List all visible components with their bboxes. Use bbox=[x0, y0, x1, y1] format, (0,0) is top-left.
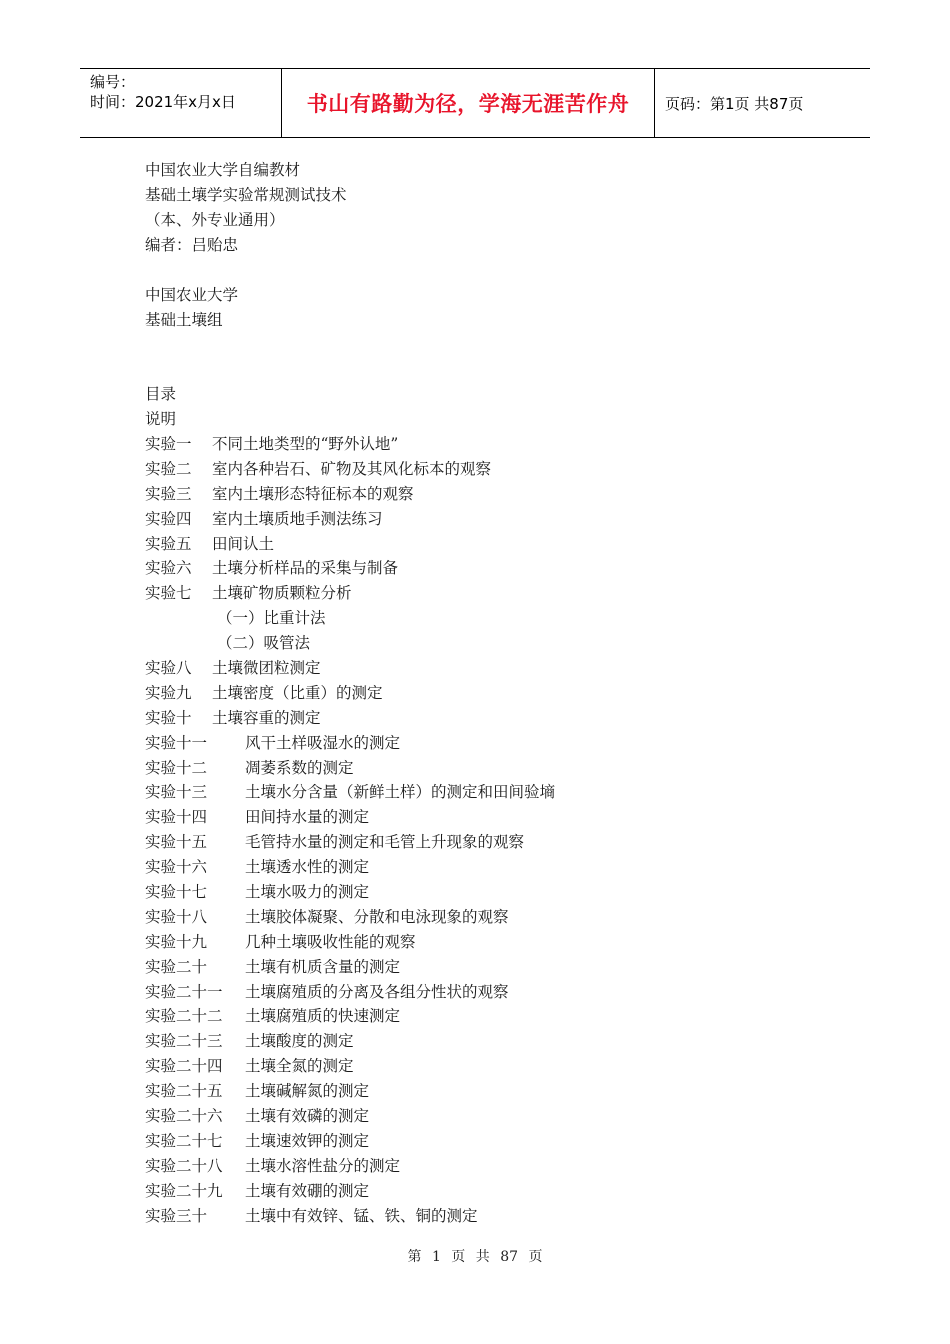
toc-item-title: 风干土样吸湿水的测定 bbox=[245, 733, 401, 752]
toc-item-title: 土壤全氮的测定 bbox=[245, 1057, 354, 1076]
toc-item bbox=[145, 980, 555, 1005]
toc-item bbox=[145, 1179, 555, 1204]
toc-item-title: 土壤碱解氮的测定 bbox=[245, 1082, 370, 1101]
book-editor: 编者：吕贻忠 bbox=[145, 236, 239, 254]
toc-item-title: 土壤腐殖质的分离及各组分性状的观察 bbox=[245, 982, 509, 1001]
toc-item-title: （二）吸管法 bbox=[217, 634, 311, 653]
toc-item-number: 实验一 bbox=[145, 435, 192, 453]
toc-item-title: 土壤水溶性盐分的测定 bbox=[245, 1156, 401, 1175]
header-meta-cell bbox=[80, 69, 282, 137]
toc-item bbox=[145, 482, 555, 507]
toc-item-title: 毛管持水量的测定和毛管上升现象的观察 bbox=[245, 833, 525, 852]
toc-item-number: 实验九 bbox=[145, 683, 192, 702]
toc-item bbox=[145, 432, 555, 457]
toc-item-number: 实验十八 bbox=[145, 907, 208, 926]
toc-item-title: 土壤微团粒测定 bbox=[212, 659, 321, 678]
toc-item-number: 实验十六 bbox=[145, 858, 208, 877]
toc-item bbox=[145, 706, 555, 731]
toc-item-number: 实验十七 bbox=[145, 883, 208, 902]
toc-item bbox=[145, 930, 555, 955]
toc-item-number: 实验二十五 bbox=[145, 1082, 223, 1101]
toc-item-title: 土壤胶体凝聚、分散和电泳现象的观察 bbox=[245, 907, 509, 926]
toc-item-title: 土壤酸度的测定 bbox=[245, 1032, 354, 1051]
toc-item-number: 实验五 bbox=[145, 534, 192, 553]
code-label: 编号： bbox=[90, 73, 136, 91]
toc-list bbox=[145, 432, 555, 1229]
toc-item-title: 土壤矿物质颗粒分析 bbox=[212, 584, 352, 603]
toc-item bbox=[145, 1154, 555, 1179]
toc-item bbox=[145, 780, 555, 805]
toc-item-number: 实验二十二 bbox=[145, 1007, 223, 1026]
toc-item bbox=[145, 1054, 555, 1079]
textbook-series: 中国农业大学自编教材 bbox=[145, 161, 301, 179]
toc-item-number: 实验十 bbox=[145, 708, 192, 727]
toc-item-title: 不同土地类型的“野外认地” bbox=[212, 435, 399, 453]
document-header bbox=[80, 68, 870, 138]
toc-item bbox=[145, 606, 555, 631]
toc-item-number: 实验二十 bbox=[145, 957, 208, 976]
toc-item bbox=[145, 731, 555, 756]
intro-block bbox=[145, 158, 347, 258]
toc-item-title: 土壤分析样品的采集与制备 bbox=[212, 559, 399, 578]
toc-item-number: 实验十九 bbox=[145, 932, 208, 951]
toc-item bbox=[145, 1004, 555, 1029]
toc-item-number: 实验七 bbox=[145, 584, 192, 603]
time-label: 时间：2021年x月x日 bbox=[90, 93, 236, 111]
toc-item bbox=[145, 880, 555, 905]
toc-item bbox=[145, 681, 555, 706]
toc-item-title: 土壤透水性的测定 bbox=[245, 858, 370, 877]
toc-item-title: 土壤速效钾的测定 bbox=[245, 1131, 370, 1150]
toc-item bbox=[145, 1029, 555, 1054]
toc-item-number: 实验十一 bbox=[145, 733, 208, 752]
toc-item-number: 实验二十四 bbox=[145, 1057, 223, 1076]
toc-item bbox=[145, 905, 555, 930]
toc-item-title: 土壤中有效锌、锰、铁、铜的测定 bbox=[245, 1206, 478, 1225]
toc-item-number: 实验十五 bbox=[145, 833, 208, 852]
toc-item-number: 实验二十一 bbox=[145, 982, 223, 1001]
toc-item bbox=[145, 1204, 555, 1229]
toc-item-number: 实验二十八 bbox=[145, 1156, 223, 1175]
toc-item bbox=[145, 656, 555, 681]
toc-item bbox=[145, 756, 555, 781]
toc-item bbox=[145, 1104, 555, 1129]
toc-item-number: 实验二 bbox=[145, 459, 192, 478]
toc-item-title: 土壤腐殖质的快速测定 bbox=[245, 1007, 401, 1026]
toc-item bbox=[145, 1129, 555, 1154]
header-page-info: 页码：第1页 共87页 bbox=[665, 94, 804, 113]
toc-item bbox=[145, 457, 555, 482]
toc-item-title: 室内土壤质地手测法练习 bbox=[212, 509, 383, 528]
organization-block bbox=[145, 283, 238, 333]
table-of-contents bbox=[145, 382, 555, 1229]
toc-item bbox=[145, 855, 555, 880]
toc-item bbox=[145, 805, 555, 830]
toc-item-number: 实验四 bbox=[145, 509, 192, 528]
toc-item-number: 实验二十九 bbox=[145, 1181, 223, 1200]
toc-item-title: 土壤有效硼的测定 bbox=[245, 1181, 370, 1200]
toc-item-number: 实验三十 bbox=[145, 1206, 208, 1225]
toc-item-title: 土壤容重的测定 bbox=[212, 708, 321, 727]
toc-item bbox=[145, 556, 555, 581]
toc-item-number: 实验二十七 bbox=[145, 1131, 223, 1150]
toc-item bbox=[145, 631, 555, 656]
toc-item-title: 田间持水量的测定 bbox=[245, 808, 370, 827]
book-title: 基础土壤学实验常规测试技术 bbox=[145, 186, 347, 204]
toc-item-number: 实验六 bbox=[145, 559, 192, 578]
toc-item-title: 土壤密度（比重）的测定 bbox=[212, 683, 383, 702]
toc-item-title: 室内土壤形态特征标本的观察 bbox=[212, 484, 414, 503]
toc-item-title: 土壤水吸力的测定 bbox=[245, 883, 370, 902]
toc-item bbox=[145, 581, 555, 606]
toc-item-title: 室内各种岩石、矿物及其风化标本的观察 bbox=[212, 459, 492, 478]
toc-item-title: 土壤有机质含量的测定 bbox=[245, 957, 401, 976]
toc-item-number: 实验三 bbox=[145, 484, 192, 503]
book-audience: （本、外专业通用） bbox=[145, 211, 285, 229]
toc-item bbox=[145, 955, 555, 980]
toc-preface: 说明 bbox=[145, 410, 177, 428]
org-university: 中国农业大学 bbox=[145, 286, 239, 304]
page-footer: 第 1 页 共 87 页 bbox=[407, 1249, 543, 1265]
toc-item-title: （一）比重计法 bbox=[217, 609, 326, 628]
toc-item-number: 实验二十六 bbox=[145, 1107, 223, 1126]
toc-item-title: 凋萎系数的测定 bbox=[245, 758, 354, 777]
toc-item bbox=[145, 1079, 555, 1104]
header-motto: 书山有路勤为径，学海无涯苦作舟 bbox=[282, 69, 655, 137]
toc-item bbox=[145, 830, 555, 855]
toc-item-title: 土壤水分含量（新鲜土样）的测定和田间验墒 bbox=[245, 783, 556, 802]
toc-item-number: 实验八 bbox=[145, 659, 192, 678]
toc-item-number: 实验十四 bbox=[145, 808, 208, 827]
toc-item bbox=[145, 532, 555, 557]
toc-item-title: 土壤有效磷的测定 bbox=[245, 1107, 370, 1126]
toc-item-number: 实验十三 bbox=[145, 783, 208, 802]
org-group: 基础土壤组 bbox=[145, 311, 223, 329]
toc-title: 目录 bbox=[145, 385, 177, 403]
toc-item-title: 几种土壤吸收性能的观察 bbox=[245, 932, 416, 951]
toc-item-number: 实验十二 bbox=[145, 758, 208, 777]
toc-item bbox=[145, 507, 555, 532]
toc-item-number: 实验二十三 bbox=[145, 1032, 223, 1051]
toc-item-title: 田间认土 bbox=[212, 534, 275, 553]
